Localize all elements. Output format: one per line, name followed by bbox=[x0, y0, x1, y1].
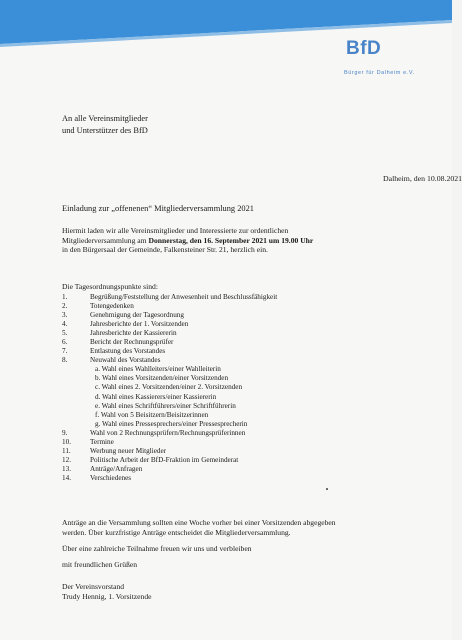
recipient-address bbox=[62, 113, 148, 137]
agenda-item-number: 14. bbox=[62, 473, 71, 482]
agenda-item-text: Entlastung des Vorstandes bbox=[90, 347, 166, 356]
blue-swoosh bbox=[0, 0, 452, 44]
date-line: Dalheim, den 10.08.2021 bbox=[383, 174, 462, 183]
agenda-item-number: 12. bbox=[62, 455, 71, 464]
agenda-item-number: 1. bbox=[62, 293, 68, 301]
closing-paragraph bbox=[62, 518, 336, 537]
signature-line-2: Trudy Hennig, 1. Vorsitzende bbox=[62, 591, 152, 601]
intro-paragraph bbox=[62, 226, 313, 255]
agenda-item-text: Jahresberichte der Kassiererin bbox=[90, 329, 177, 338]
agenda-item-number: 4. bbox=[62, 320, 68, 329]
agenda-item-text: Politische Arbeit der BfD-Fraktion im Gemeinderat bbox=[90, 455, 239, 464]
agenda-item-number: 11. bbox=[62, 446, 71, 455]
agenda-item-number: 7. bbox=[62, 347, 68, 356]
closing-greeting: mit freundlichen Grüßen bbox=[62, 560, 138, 569]
agenda-item-text: Totengedenken bbox=[90, 302, 134, 311]
agenda-item-text: Bericht der Rechnungsprüfer bbox=[90, 338, 174, 347]
agenda-title: Die Tagesordnungspunkte sind: bbox=[62, 282, 158, 291]
closing-line-3: Über eine zahlreiche Teilnahme freuen wir uns und verbleiben bbox=[62, 544, 252, 553]
subject-line: Einladung zur „offenenen“ Mitgliederversammlung 2021 bbox=[62, 204, 254, 213]
meeting-date: Donnerstag, den 16. September 2021 um 19.00 Uhr bbox=[148, 235, 314, 245]
signature-block bbox=[62, 582, 152, 601]
agenda-item-number: 6. bbox=[62, 338, 68, 347]
header-banner bbox=[0, 0, 452, 100]
logo-mark: BfD bbox=[346, 38, 382, 59]
agenda-item-text: Wahl von 2 Rechnungsprüfern/Rechnungsprüferinnen bbox=[90, 428, 246, 437]
agenda-item-number: 13. bbox=[62, 464, 71, 473]
agenda-item-text: Genehmigung der Tagesordnung bbox=[90, 311, 184, 320]
logo-tagline: Bürger für Dalheim e.V. bbox=[344, 70, 415, 76]
agenda-item-text: d. Wahl eines Kassierers/einer Kassiererin bbox=[95, 392, 217, 401]
agenda-item-number: 9. bbox=[62, 428, 68, 437]
agenda-item-text: b. Wahl eines Vorsitzenden/einer Vorsitzenden bbox=[95, 374, 229, 383]
agenda-item-number: 3. bbox=[62, 311, 68, 320]
agenda-item-text: Werbung neuer Mitglieder bbox=[90, 446, 167, 455]
agenda-item-text: Anträge/Anfragen bbox=[90, 464, 143, 473]
intro-line-2-text: Mitgliederversammlung am bbox=[62, 235, 149, 245]
agenda-item-number: 8. bbox=[62, 356, 68, 365]
agenda-item-number: 2. bbox=[62, 302, 68, 311]
stray-mark bbox=[326, 488, 328, 490]
agenda-item-number: 5. bbox=[62, 329, 68, 338]
agenda-item-text: Verschiedenes bbox=[90, 473, 132, 482]
agenda-item-text: g. Wahl eines Pressesprechers/einer Pressesprecherin bbox=[95, 419, 248, 428]
intro-line-2 bbox=[62, 236, 313, 246]
agenda-item-number: 10. bbox=[62, 437, 71, 446]
signature-line-1: Der Vereinsvorstand bbox=[62, 582, 125, 591]
recipient-line-1: An alle Vereinsmitglieder bbox=[62, 114, 148, 123]
agenda-item-text: c. Wahl eines 2. Vorsitzenden/einer 2. Vorsitzenden bbox=[95, 383, 243, 392]
agenda-item-text: Begrüßung/Feststellung der Anwesenheit und Beschlussfähigkeit bbox=[90, 293, 278, 301]
recipient-line-2: und Unterstützer des BfD bbox=[62, 126, 148, 135]
agenda-item-text: a. Wahl eines Wahlleiters/einer Wahlleiterin bbox=[95, 365, 221, 374]
agenda-item-text: Jahresberichte der 1. Vorsitzenden bbox=[90, 320, 189, 329]
agenda-item-text: f. Wahl von 5 Beisitzern/Beisitzerinnen bbox=[95, 410, 209, 419]
agenda-item-text: Neuwahl des Vorstandes bbox=[90, 356, 161, 365]
intro-line-1: Hiermit laden wir alle Vereinsmitglieder und Interessierte zur ordentlichen bbox=[62, 226, 289, 235]
closing-line-1: Anträge an die Versammlung sollten eine Woche vorher bei einer Vorsitzenden abgegeben bbox=[62, 518, 336, 527]
closing-line-2: werden. Über kurzfristige Anträge entscheidet die Mitgliederversammlung. bbox=[62, 527, 291, 537]
agenda-item-text: e. Wahl eines Schriftführers/einer Schriftführerin bbox=[95, 401, 236, 410]
intro-line-3: in den Bürgersaal der Gemeinde, Falkensteiner Str. 21, herzlich ein. bbox=[62, 245, 268, 255]
agenda-item-text: Termine bbox=[90, 437, 114, 446]
